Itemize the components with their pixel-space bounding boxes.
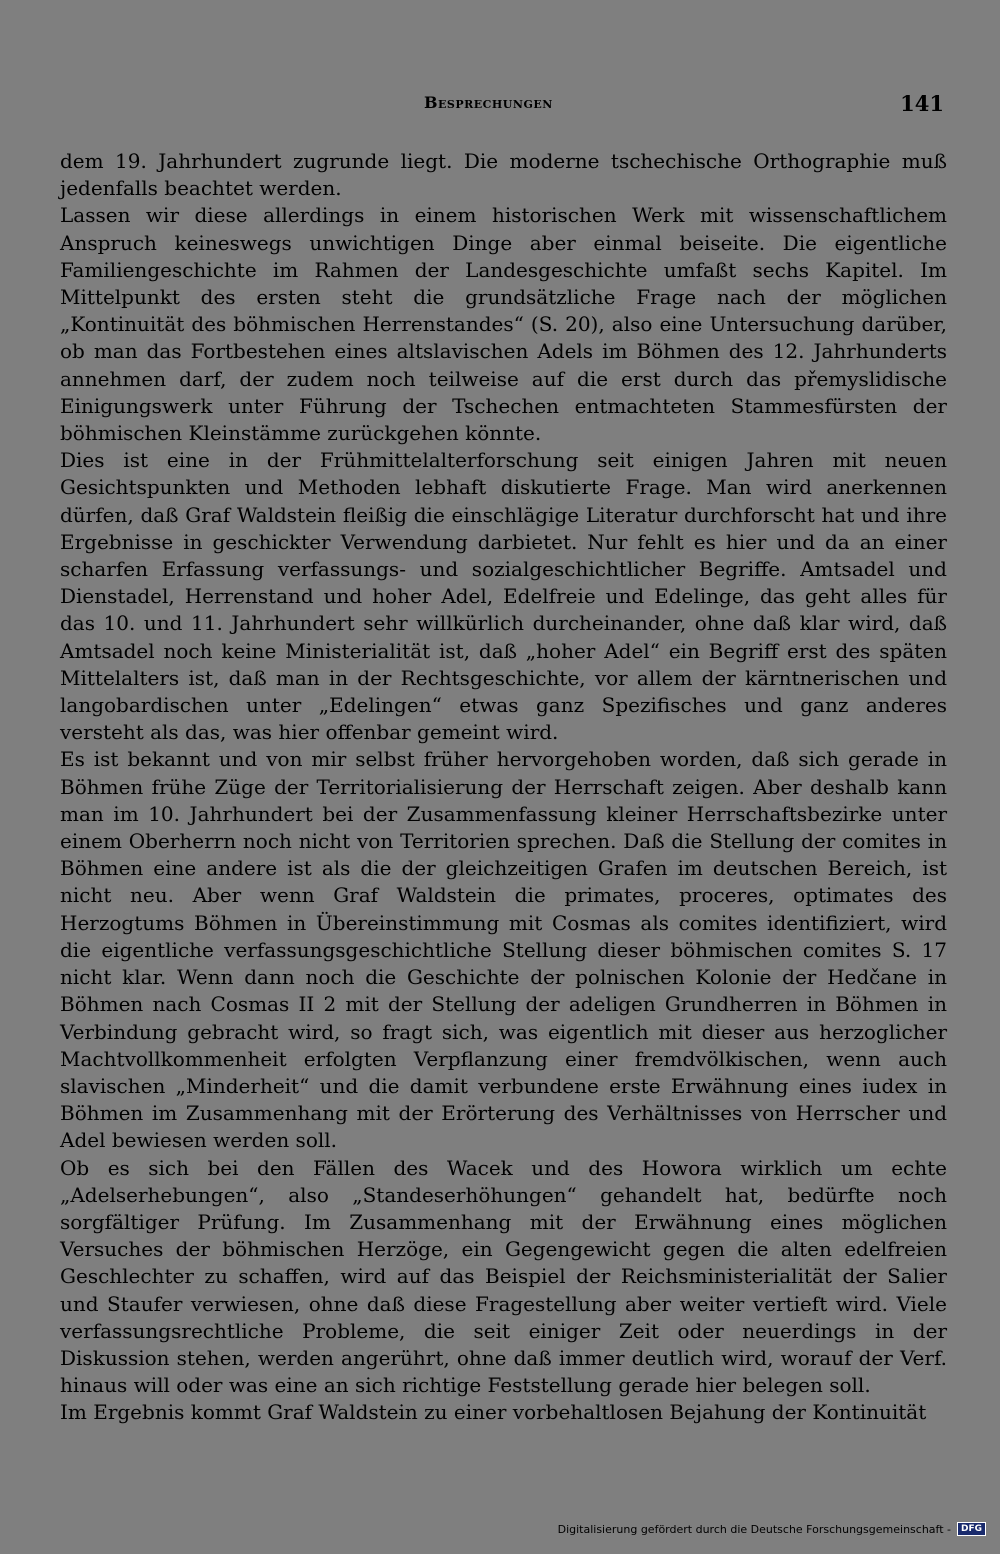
paragraph: dem 19. Jahrhundert zugrunde liegt. Die moderne tschechische Orthographie muß jedenfalls beachtet werden. <box>60 149 947 201</box>
body-text <box>60 148 947 1427</box>
dfg-logo: DFG <box>957 1522 986 1536</box>
running-title: Besprechungen <box>424 93 553 112</box>
footer-credit: Digitalisierung gefördert durch die Deutsche Forschungsgemeinschaft - <box>557 1522 951 1536</box>
paragraph: Es ist bekannt und von mir selbst früher hervorgehoben worden, daß sich gerade in Böhmen frühe Züge der Territorialisierung der Herrschaft zeigen. Aber deshalb kann man im 10. Jahrhundert bei der Zusammenfassung kleiner Herrschaftsbezirke unter einem Oberherrn noch nicht von Territorien sprechen. Daß die Stellung der comites in Böhmen eine andere ist als die der gleichzeitigen Grafen im deutschen Bereich, ist nicht neu. Aber wenn Graf Waldstein die primates, proceres, optimates des Herzogtums Böhmen in Übereinstimmung mit Cosmas als comites identifiziert, wird die eigentliche verfassungsgeschichtliche Stellung dieser böhmischen comites S. 17 nicht klar. Wenn dann noch die Geschichte der polnischen Kolonie der Hedčane in Böhmen nach Cosmas II 2 mit der Stellung der adeligen Grundherren in Böhmen in Verbindung gebracht wird, so fragt sich, was eigentlich mit dieser aus herzoglicher Machtvollkommenheit erfolgten Verpflanzung einer fremdvölkischen, wenn auch slavischen „Minderheit“ und die damit verbundene erste Erwähnung eines iudex in Böhmen im Zusammenhang mit der Erörterung des Verhältnisses von Herrscher und Adel bewiesen werden soll. <box>60 747 947 1153</box>
paragraph: Lassen wir diese allerdings in einem historischen Werk mit wissenschaftlichem Anspruch keineswegs unwichtigen Dinge aber einmal beiseite. Die eigentliche Familiengeschichte im Rahmen der Landesgeschichte umfaßt sechs Kapitel. Im Mittelpunkt des ersten steht die grundsätzliche Frage nach der möglichen „Kontinuität des böhmischen Herrenstandes“ (S. 20), also eine Untersuchung darüber, ob man das Fortbestehen eines altslavischen Adels im Böhmen des 12. Jahrhunderts annehmen darf, der zudem noch teilweise auf die erst durch das přemyslidische Einigungswerk unter Führung der Tschechen entmachteten Stammesfürsten der böhmischen Kleinstämme zurückgehen könnte. <box>60 203 947 446</box>
page-number: 141 <box>900 91 944 116</box>
paragraph: Ob es sich bei den Fällen des Wacek und des Howora wirklich um echte „Adelserhebungen“, also „Standeserhöhungen“ gehandelt hat, bedürfte noch sorgfältiger Prüfung. Im Zusammenhang mit der Erwähnung eines möglichen Versuches der böhmischen Herzöge, ein Gegengewicht gegen die alten edelfreien Geschlechter zu schaffen, wird auf das Beispiel der Reichsministerialität der Salier und Staufer verwiesen, ohne daß diese Fragestellung aber weiter vertieft wird. Viele verfassungsrechtliche Probleme, die seit einiger Zeit oder neuerdings in der Diskussion stehen, werden angerührt, ohne daß immer deutlich wird, worauf der Verf. hinaus will oder was eine an sich richtige Feststellung gerade hier belegen soll. <box>60 1155 947 1398</box>
footer <box>558 1522 986 1536</box>
paragraph: Im Ergebnis kommt Graf Waldstein zu einer vorbehaltlosen Bejahung der Kontinuität <box>60 1400 927 1425</box>
paragraph: Dies ist eine in der Frühmittelalterforschung seit einigen Jahren mit neuen Gesichtspunkten und Methoden lebhaft diskutierte Frage. Man wird anerkennen dürfen, daß Graf Waldstein fleißig die einschlägige Literatur durchforscht hat und ihre Ergebnisse in geschickter Verwendung darbietet. Nur fehlt es hier und da an einer scharfen Erfassung verfassungs- und sozialgeschichtlicher Begriffe. Amtsadel und Dienstadel, Herrenstand und hoher Adel, Edelfreie und Edelinge, das geht alles für das 10. und 11. Jahrhundert sehr willkürlich durcheinander, ohne daß klar wird, daß Amtsadel noch keine Ministerialität ist, daß „hoher Adel“ ein Begriff erst des späten Mittelalters ist, daß man in der Rechtsgeschichte, vor allem der kärntnerischen und langobardischen unter „Edelingen“ etwas ganz Spezifisches und ganz anderes versteht als das, was hier offenbar gemeint wird. <box>60 448 947 745</box>
page-header <box>424 91 944 121</box>
